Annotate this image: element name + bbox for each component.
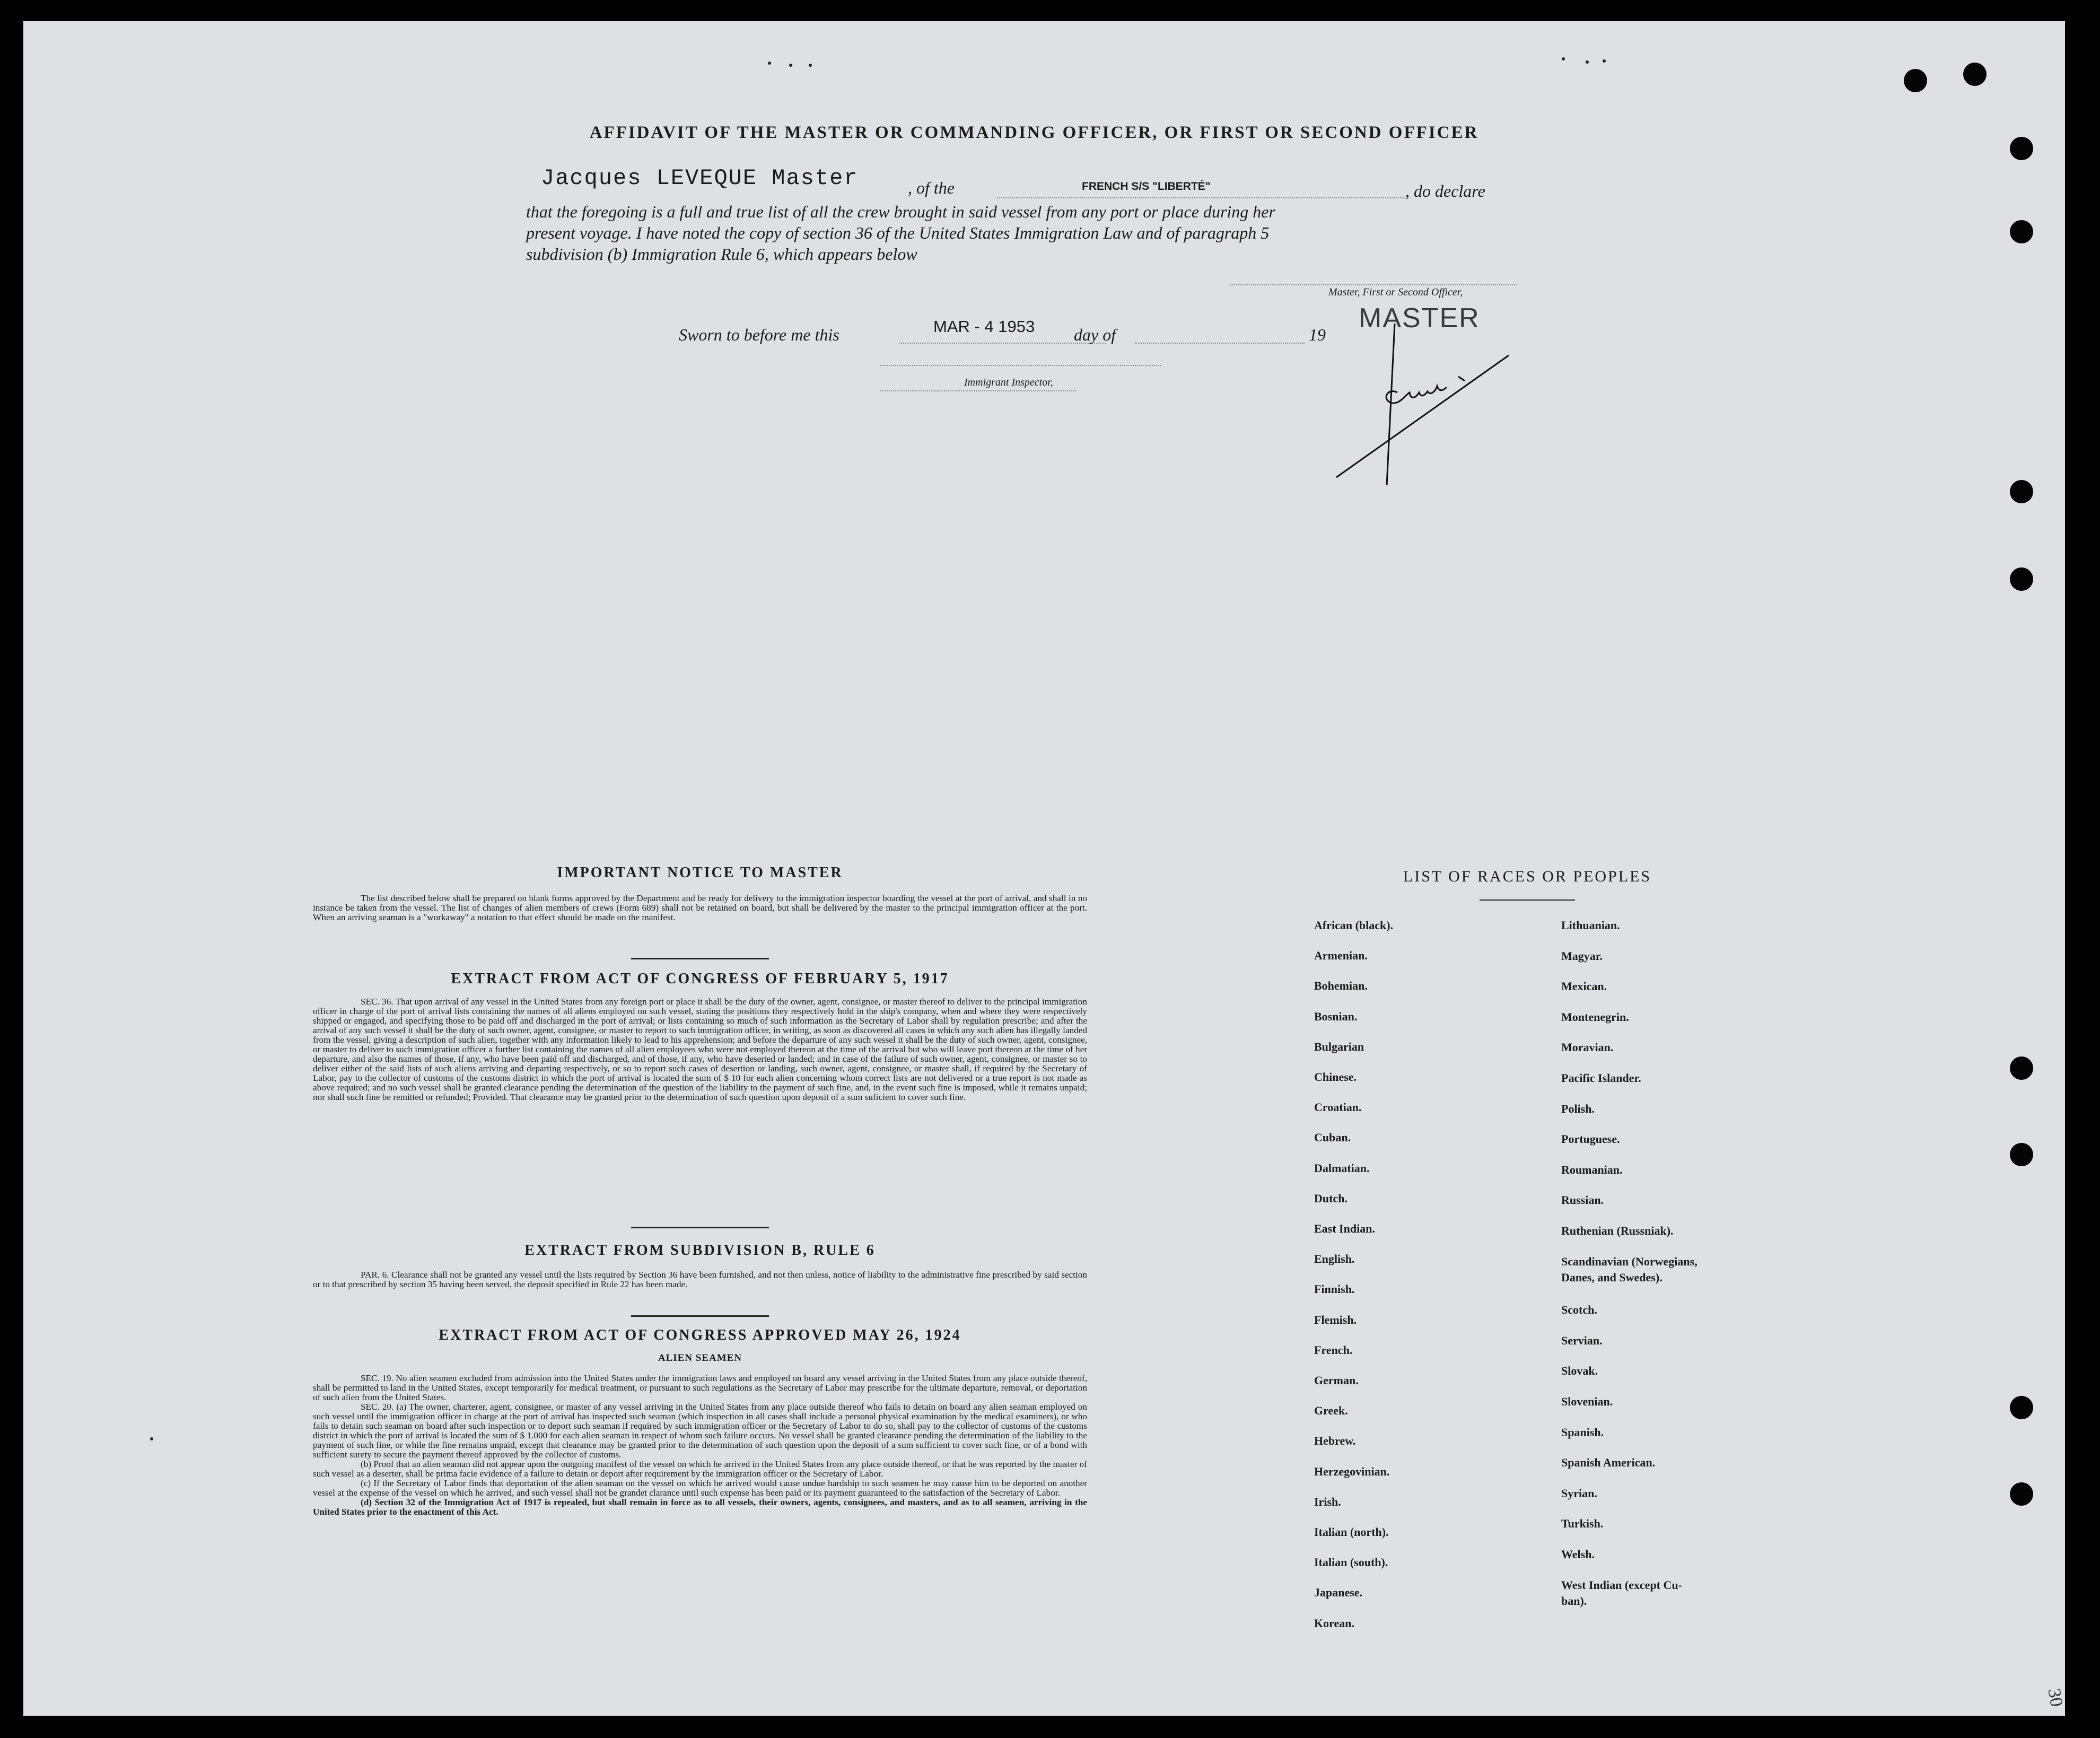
race-right-item: Magyar. [1561, 949, 1603, 963]
race-left-item: Herzegovinian. [1314, 1464, 1390, 1478]
race-left-item: Greek. [1314, 1404, 1348, 1418]
race-left-item: Korean. [1314, 1616, 1354, 1630]
race-right-item: Russian. [1561, 1193, 1604, 1207]
punch-hole [2010, 137, 2033, 160]
race-left-item: African (black). [1314, 919, 1394, 932]
sec-20d: (d) Section 32 of the Immigration Act of 1917 is repealed, but shall remain in force as to all vessels, their owners, agents, consignees, and masters, and as to all seamen, arriving in the United States prior to the enactment of this Act. [313, 1497, 1087, 1517]
punch-hole [2010, 480, 2033, 503]
subdivision-b-body: PAR. 6. Clearance shall not be granted any vessel until the lists required by Section 36 have been furnished, and not then unless, notice of liability to the administrative fine prescribed by said section or to that prescribed by section 35 having been served, the deposit specified in Rule 22 has been made. [313, 1270, 1087, 1289]
race-right-item: Welsh. [1561, 1548, 1595, 1561]
divider [631, 1227, 769, 1228]
year-prefix: 19 [1309, 325, 1326, 344]
race-right-item: Ruthenian (Russniak). [1561, 1224, 1674, 1237]
inspector-line [880, 365, 1161, 366]
race-left-item: Japanese. [1314, 1586, 1363, 1600]
punch-hole [1904, 69, 1927, 92]
affidavit-line-3: subdivision (b) Immigration Rule 6, which appears below [526, 244, 917, 264]
race-right-item: Servian. [1561, 1333, 1603, 1347]
divider [631, 958, 769, 959]
extract-1924-subheading: ALIEN SEAMEN [658, 1352, 742, 1364]
race-right-item: Lithuanian. [1561, 919, 1620, 932]
race-left-item: Bulgarian [1314, 1040, 1364, 1053]
race-left-item: Armenian. [1314, 949, 1368, 963]
race-left-item: Italian (south). [1314, 1556, 1388, 1569]
punch-hole [2010, 1056, 2033, 1080]
race-right-item: Polish. [1561, 1102, 1595, 1115]
subdivision-b-heading: EXTRACT FROM SUBDIVISION B, RULE 6 [524, 1242, 876, 1259]
race-right-item: Mexican. [1561, 980, 1607, 993]
race-right-item: Montenegrin. [1561, 1010, 1629, 1024]
race-right-item: Scandinavian (Norwegians, Danes, and Swedes). [1561, 1254, 1698, 1284]
race-left-item: Chinese. [1314, 1070, 1357, 1084]
race-left-item: Irish. [1314, 1495, 1341, 1508]
race-left-item: Flemish. [1314, 1313, 1357, 1326]
inspector-label: Immigrant Inspector, [964, 377, 1053, 388]
sworn-date-stamp: MAR - 4 1953 [933, 317, 1035, 336]
extract-1917-body: SEC. 36. That upon arrival of any vessel in the United States from any foreign port or place it shall be the duty of the owner, agent, consignee, or master thereof to deliver to the principal immigration officer in charge of the port of arrival lists containing the names of all aliens employed on such vessel, stating the positions they respectively hold in the ship's company, when and where they were respectively shipped or engaged, and specifying those to be paid off and discharged in the port of arrival; or lists containing so much of such information as the Secretary of Labor shall by regulation prescribe; and after the arrival of any such vessel it shall be the duty of such owner, agent, consignee, or master to report to such immigration officer, in writing, as soon as discovered all cases in which any such alien has illegally landed from the vessel, giving a description of such alien, together with any information likely to lead to his apprehension; and before the departure of any such vessel it shall be the duty of such owner, agent, consignee, or master to deliver to such immigration officer a further list containing the names of all alien employees who were not employed thereon at the time of the arrival but who will leave port thereon at the time of her departure, and also the names of those, if any, who have been paid off and discharged, and of those, if any, who have deserted or landed; and in case of the failure of such owner, agent, consignee, or master so to deliver either of the said lists of such aliens arriving and departing respectively, or so to report such cases of desertion or landing, such owner, agent, consignee, or master shall, if required by the Secretary of Labor, pay to the collector of customs of the customs district in which the port of arrival is located the sum of $ 10 for each alien concerning whom correct lists are not delivered or a true report is not made as above required; and no such vessel shall be granted clearance pending the determination of the question of the liability to the payment of such fine, and, in the event such fine is imposed, while it remains unpaid; nor shall such fine be remitted or refunded; Provided. That clearance may be granted prior to the determination of such question upon deposit of a sum suficient to cover such fine. [313, 997, 1087, 1102]
race-left-item: East Indian. [1314, 1222, 1375, 1235]
race-right-item: Syrian. [1561, 1486, 1597, 1500]
race-right-item: West Indian (except Cu- ban). [1561, 1578, 1682, 1608]
of-the-label: , of the [908, 178, 955, 197]
race-left-item: Dutch. [1314, 1191, 1348, 1205]
inspector-line-2 [880, 390, 1077, 391]
race-right-item: Scotch. [1561, 1303, 1597, 1317]
race-right-item: Portuguese. [1561, 1132, 1620, 1146]
affidavit-line-1: that the foregoing is a full and true list of all the crew brought in said vessel from any port or place during her [526, 202, 1275, 221]
officer-line [1230, 284, 1517, 285]
race-left-item: Italian (north). [1314, 1525, 1389, 1539]
divider [1480, 899, 1575, 901]
extract-1924-heading: EXTRACT FROM ACT OF CONGRESS APPROVED MAY 26, 1924 [439, 1327, 961, 1343]
speck [768, 62, 771, 65]
punch-hole [1963, 63, 1987, 86]
sworn-label: Sworn to before me this [679, 325, 839, 344]
punch-hole [2010, 1396, 2033, 1419]
race-left-item: Finnish. [1314, 1282, 1355, 1296]
race-right-item: Slovak. [1561, 1364, 1598, 1378]
race-left-item: Bohemian. [1314, 979, 1368, 993]
vessel-name: FRENCH S/S "LIBERTÉ" [1082, 180, 1211, 193]
master-name: Jacques LEVEQUE Master [541, 165, 859, 191]
affidavit-title: AFFIDAVIT OF THE MASTER OR COMMANDING OFFICER, OR FIRST OR SECOND OFFICER [589, 123, 1479, 142]
race-left-item: Croatian. [1314, 1101, 1362, 1114]
speck [1603, 59, 1606, 63]
officer-label: Master, First or Second Officer, [1328, 286, 1463, 298]
extract-1924-body [313, 1374, 1087, 1517]
race-left-item: Hebrew. [1314, 1434, 1356, 1448]
race-right-item: Roumanian. [1561, 1163, 1623, 1176]
speck [1562, 57, 1565, 60]
race-left-item: Bosnian. [1314, 1009, 1358, 1023]
speck [150, 1437, 153, 1440]
race-right-item: Spanish American. [1561, 1456, 1656, 1470]
punch-hole [2010, 1482, 2033, 1506]
race-right-item: Turkish. [1561, 1517, 1604, 1531]
race-left-item: German. [1314, 1374, 1359, 1387]
day-of-label: day of [1074, 325, 1116, 344]
speck [809, 64, 812, 67]
punch-hole [2010, 1143, 2033, 1166]
sec-20c: (c) If the Secretary of Labor finds that deportation of the alien seaman on the vessel on which he arrived would cause undue hardship to such seamen he may cause him to be deported on another vessel at the expense of the vessel on which he arrived, and such vessel shall not be grandet clarance until such expense has been paid or its payment guaranteed to the satisfaction of the Secretary of Labor. [313, 1478, 1087, 1498]
races-heading: LIST OF RACES OR PEOPLES [1403, 868, 1652, 885]
race-right-item: Pacific Islander. [1561, 1071, 1641, 1085]
notice-heading: IMPORTANT NOTICE TO MASTER [557, 864, 843, 881]
race-left-item: French. [1314, 1343, 1353, 1357]
race-right-item: Spanish. [1561, 1425, 1604, 1439]
race-right-item: Slovenian. [1561, 1395, 1613, 1408]
punch-hole [2010, 567, 2033, 591]
race-right-item: Moravian. [1561, 1041, 1614, 1054]
sec-20a: SEC. 20. (a) The owner, charterer, agent, consignee, or master of any vessel arriving in the United States from any place outside thereof who fails to detain on board any alien seaman employed on such vessel until the immigration officer in charge at the port of arrival has inspected such seaman (which inspection in all cases shall include a personal physical examination by the medical examiners), or who fails to detain such seaman on board after such inspection or to deport such seaman if required by such immigration officer or the Secretary of Labor to do so, shall pay to the collector of customs of the customs district in which the port of arrival is located the sum of $ 1.000 for each alien seaman in respect of whom such failure occurs. No vessel shall be granted clearance pending the determination of the liability to the payment of such fine, or while the fine remains unpaid, except that clearance may be granted prior to the determination of such question upon the deposit of a sum sufficient to cover such fine, or of a bond with sufficient surety to secure the payment thereof approved by the collector of customs. [313, 1402, 1087, 1460]
declare-label: , do declare [1405, 181, 1485, 200]
vessel-line [997, 197, 1405, 198]
master-stamp: MASTER [1359, 303, 1480, 334]
notice-body: The list described below shall be prepared on blank forms approved by the Department and be ready for delivery to the immigration inspector boarding the vessel at the port of arrival, and shall in no instance be taken from the vessel. The list of changes of alien members of crews (Form 689) shall not be retained on board, but shall be delivered by the master to the principal immigration officer at the port. When an arriving seaman is a "workaway" a notation to that effect should be made on the manifest. [313, 893, 1087, 922]
extract-1917-heading: EXTRACT FROM ACT OF CONGRESS OF FEBRUARY 5, 1917 [451, 971, 949, 987]
race-left-item: Cuban. [1314, 1131, 1351, 1145]
speck [1586, 60, 1589, 64]
signature-drawing [1326, 313, 1527, 488]
punch-hole [2010, 220, 2033, 243]
page-number: 30 [2044, 1687, 2067, 1708]
race-left-item: English. [1314, 1252, 1355, 1266]
sec-19: SEC. 19. No alien seamen excluded from admission into the United States under the immigration laws and employed on board any vessel arriving in the United States from any place outside thereof, shall be permitted to land in the United States, except temporarily for medical treatment, or pursuant to such regulations as the Secretary of Labor may prescribe for the ultimate departure, removal, or deportation of such alien from the United States. [313, 1373, 1087, 1402]
race-left-item: Dalmatian. [1314, 1161, 1370, 1175]
affidavit-line-2: present voyage. I have noted the copy of section 36 of the United States Immigration Law and of paragraph 5 [526, 223, 1270, 242]
sec-20b: (b) Proof that an alien seaman did not appear upon the outgoing manifest of the vessel on which he arrived in the United States from any place outside thereof, or that he was reported by the master of such vessel as a deserter, shall be prima facie evidence of a failure to detain or deport after requirement by the immigration officer or the Secretary of Labor. [313, 1459, 1087, 1479]
speck [789, 64, 792, 67]
divider [631, 1315, 769, 1317]
month-line [1135, 343, 1305, 344]
